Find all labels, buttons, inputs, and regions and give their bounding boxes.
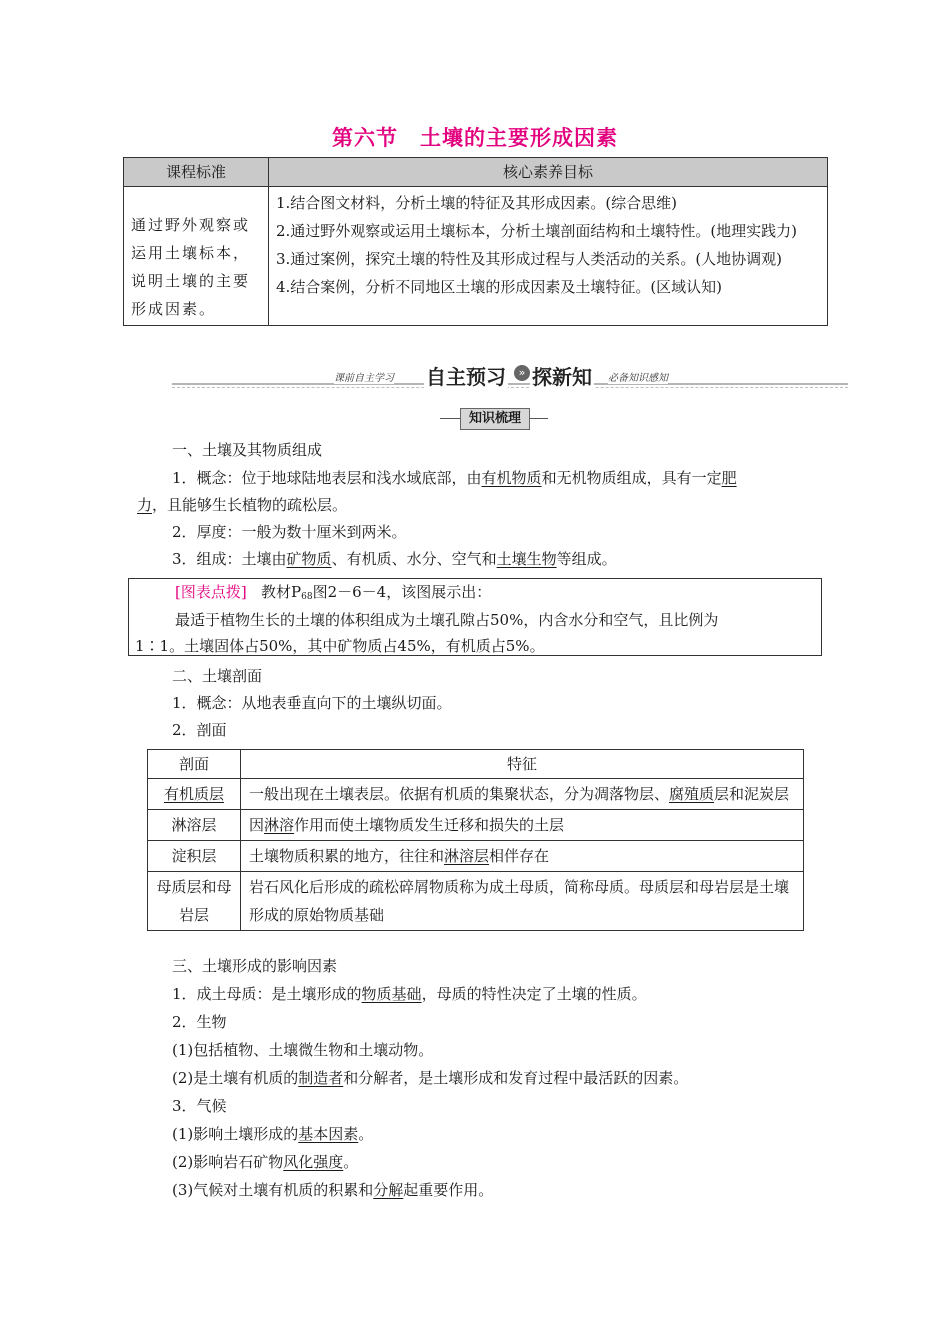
chart-tip-box [128,578,822,656]
tip-ref: [图表点拨] 教材$P_{68}$图2－6－4，该图展示出： [175,583,492,602]
goal-item: 1.结合图文材料，分析土壤的特征及其形成因素。(综合思维) [276,194,678,212]
header-standard: 课程标准 [124,158,269,187]
profile-name: 母质层和母岩层 [148,872,241,931]
page-title: 第六节 土壤的主要形成因素 [332,126,618,150]
part3-bio1: (1)包括植物、土壤微生物和土壤动物。 [172,1041,434,1059]
part1-concept: 1．概念：位于地球陆地表层和浅水域底部，由有机物质和无机物质组成，具有一定肥 [172,469,737,487]
part2-heading: 二、土壤剖面 [172,667,263,685]
part1-composition: 3．组成：土壤由矿物质、有机质、水分、空气和土壤生物等组成。 [172,550,617,568]
part3-climate2: (2)影响岩石矿物风化强度。 [172,1153,359,1171]
profile-feature: 因淋溶作用而使土壤物质发生迁移和损失的土层 [241,810,804,841]
banner-main-1: 自主预习 [424,361,508,390]
banner-right-text: 必备知识感知 [608,369,668,384]
part2-profile-heading: 2．剖面 [172,721,227,739]
tip-line2: 最适于植物生长的土壤的体积组成为土壤孔隙占50%，内含水分和空气，且比例为 [175,611,719,629]
part3-bio2: (2)是土壤有机质的制造者和分解者，是土壤形成和发育过程中最活跃的因素。 [172,1069,689,1087]
section-banner [172,361,848,389]
goal-item: 4.结合案例，分析不同地区土壤的形成因素及土壤特征。(区域认知) [276,278,723,296]
banner-main-2: 探新知 [530,361,594,390]
section-tag: 知识梳理 [440,408,548,430]
goals-cell [269,187,828,326]
profile-name: 有机质层 [163,785,224,803]
tip-line3: 1∶1。土壤固体占50%，其中矿物质占45%，有机质占5%。 [135,637,545,655]
table-row [148,810,804,841]
goal-item: 2.通过野外观察或运用土壤标本，分析土壤剖面结构和土壤特性。(地理实践力) [276,222,798,240]
table-row [148,779,804,810]
double-arrow-icon: » [514,365,530,381]
part3-climate1: (1)影响土壤形成的基本因素。 [172,1125,374,1143]
profile-feature: 岩石风化后形成的疏松碎屑物质称为成土母质，简称母质。母质层和母岩层是土壤形成的原始物质基础 [241,872,804,931]
profile-feature: 土壤物质积累的地方，往往和淋溶层相伴存在 [241,841,804,872]
part3-climate3: (3)气候对土壤有机质的积累和分解起重要作用。 [172,1181,494,1199]
part1-heading: 一、土壤及其物质组成 [172,441,323,459]
table-row [148,872,804,931]
profile-name: 淀积层 [148,841,241,872]
header-goals: 核心素养目标 [269,158,828,187]
header-profile: 剖面 [148,750,241,779]
part1-concept-cont: 力，且能够生长植物的疏松层。 [137,496,348,514]
part3-parent-material: 1．成土母质：是土壤形成的物质基础，母质的特性决定了土壤的性质。 [172,985,647,1003]
part2-concept: 1．概念：从地表垂直向下的土壤纵切面。 [172,694,452,712]
part3-bio-heading: 2．生物 [172,1013,227,1031]
banner-left-text: 课前自主学习 [334,369,394,384]
standard-text: 通过野外观察或运用土壤标本，说明土壤的主要形成因素。 [124,187,269,326]
part3-climate-heading: 3．气候 [172,1097,227,1115]
header-feature: 特征 [241,750,804,779]
standards-table [123,157,828,326]
goal-item: 3.通过案例，探究土壤的特性及其形成过程与人类活动的关系。(人地协调观) [276,250,783,268]
table-row [148,841,804,872]
part3-heading: 三、土壤形成的影响因素 [172,957,338,975]
part1-thickness: 2．厚度：一般为数十厘米到两米。 [172,523,407,541]
profile-feature: 一般出现在土壤表层。依据有机质的集聚状态，分为凋落物层、腐殖质层和泥炭层 [241,779,804,810]
profile-name: 淋溶层 [148,810,241,841]
profile-table [147,749,804,931]
